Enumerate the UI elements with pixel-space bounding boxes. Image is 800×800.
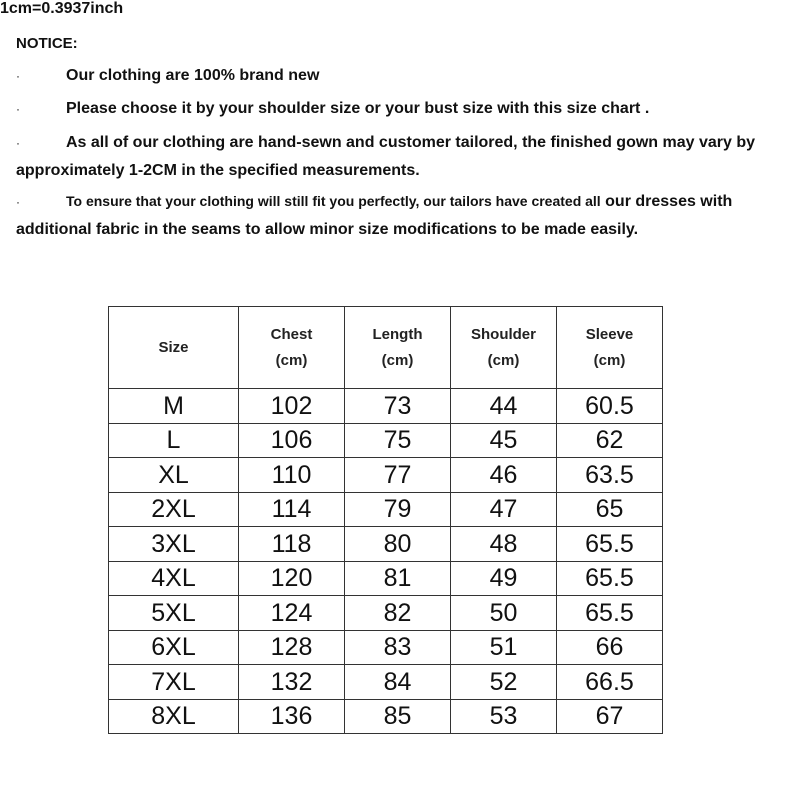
cell-size: L — [109, 423, 239, 458]
cell-length: 85 — [345, 699, 451, 734]
notice-item — [16, 62, 756, 90]
notice-text: Our clothing are 100% brand new — [66, 67, 320, 84]
bullet-dot: · — [16, 136, 20, 150]
cell-sleeve: 67 — [557, 699, 663, 734]
table-row — [109, 596, 663, 631]
header-shoulder — [451, 307, 557, 389]
cell-chest: 124 — [239, 596, 345, 631]
bullet-dot: · — [16, 69, 20, 83]
cell-sleeve: 65.5 — [557, 527, 663, 562]
cell-size: 8XL — [109, 699, 239, 734]
cell-size: M — [109, 389, 239, 424]
table-row — [109, 527, 663, 562]
cell-shoulder: 44 — [451, 389, 557, 424]
table-row — [109, 423, 663, 458]
cell-chest: 110 — [239, 458, 345, 493]
header-label: Chest — [270, 325, 313, 343]
table-row — [109, 665, 663, 700]
notice-title: NOTICE: — [16, 35, 78, 52]
cell-length: 84 — [345, 665, 451, 700]
table-row — [109, 458, 663, 493]
notice-text: Please choose it by your shoulder size or your bust size with this size chart . — [66, 100, 650, 117]
cell-chest: 136 — [239, 699, 345, 734]
bullet-dot: · — [16, 195, 20, 209]
cell-chest: 102 — [239, 389, 345, 424]
header-label: Sleeve — [585, 325, 634, 343]
cell-shoulder: 48 — [451, 527, 557, 562]
cell-shoulder: 45 — [451, 423, 557, 458]
table-row — [109, 492, 663, 527]
header-label: Length — [372, 325, 423, 343]
cell-chest: 106 — [239, 423, 345, 458]
cell-shoulder: 52 — [451, 665, 557, 700]
cell-chest: 114 — [239, 492, 345, 527]
header-length — [345, 307, 451, 389]
cell-size: 6XL — [109, 630, 239, 665]
size-chart-table — [108, 306, 663, 734]
table-row — [109, 561, 663, 596]
header-size — [109, 307, 239, 389]
cell-length: 83 — [345, 630, 451, 665]
cell-sleeve: 65.5 — [557, 561, 663, 596]
notice-item — [16, 95, 756, 123]
header-label: Size — [158, 338, 189, 356]
header-unit: (cm) — [593, 351, 626, 369]
cell-shoulder: 51 — [451, 630, 557, 665]
cell-shoulder: 50 — [451, 596, 557, 631]
table-row — [109, 389, 663, 424]
cell-sleeve: 60.5 — [557, 389, 663, 424]
bullet-dot: · — [16, 102, 20, 116]
unit-conversion: 1cm=0.3937inch — [0, 0, 124, 17]
cell-sleeve: 62 — [557, 423, 663, 458]
cell-length: 75 — [345, 423, 451, 458]
table-header-row — [109, 307, 663, 389]
header-unit: (cm) — [487, 351, 520, 369]
notice-item — [16, 129, 756, 184]
cell-shoulder: 49 — [451, 561, 557, 596]
cell-chest: 132 — [239, 665, 345, 700]
notice-item — [16, 188, 756, 243]
header-label: Shoulder — [470, 325, 536, 343]
cell-length: 77 — [345, 458, 451, 493]
cell-sleeve: 63.5 — [557, 458, 663, 493]
notice-text-small: To ensure that your clothing will still fit you perfectly, our tailors have created all — [66, 193, 601, 209]
notice-text: As all of our clothing are hand-sewn and customer tailored, the finished gown may vary by approximately 1-2CM in the specified measurements. — [16, 134, 756, 179]
table-row — [109, 630, 663, 665]
notice-text: our dresses with additional fabric in the seams to allow minor size modifications to be made easily. — [16, 193, 733, 238]
header-unit: (cm) — [381, 351, 414, 369]
cell-length: 79 — [345, 492, 451, 527]
cell-sleeve: 65.5 — [557, 596, 663, 631]
cell-size: 7XL — [109, 665, 239, 700]
cell-shoulder: 47 — [451, 492, 557, 527]
cell-sleeve: 65 — [557, 492, 663, 527]
cell-size: XL — [109, 458, 239, 493]
cell-shoulder: 46 — [451, 458, 557, 493]
cell-size: 2XL — [109, 492, 239, 527]
cell-chest: 128 — [239, 630, 345, 665]
cell-length: 73 — [345, 389, 451, 424]
header-sleeve — [557, 307, 663, 389]
header-chest — [239, 307, 345, 389]
cell-length: 81 — [345, 561, 451, 596]
cell-shoulder: 53 — [451, 699, 557, 734]
cell-chest: 120 — [239, 561, 345, 596]
table-row — [109, 699, 663, 734]
cell-sleeve: 66 — [557, 630, 663, 665]
header-unit: (cm) — [275, 351, 308, 369]
cell-length: 80 — [345, 527, 451, 562]
cell-sleeve: 66.5 — [557, 665, 663, 700]
cell-chest: 118 — [239, 527, 345, 562]
cell-size: 4XL — [109, 561, 239, 596]
cell-size: 3XL — [109, 527, 239, 562]
cell-size: 5XL — [109, 596, 239, 631]
cell-length: 82 — [345, 596, 451, 631]
